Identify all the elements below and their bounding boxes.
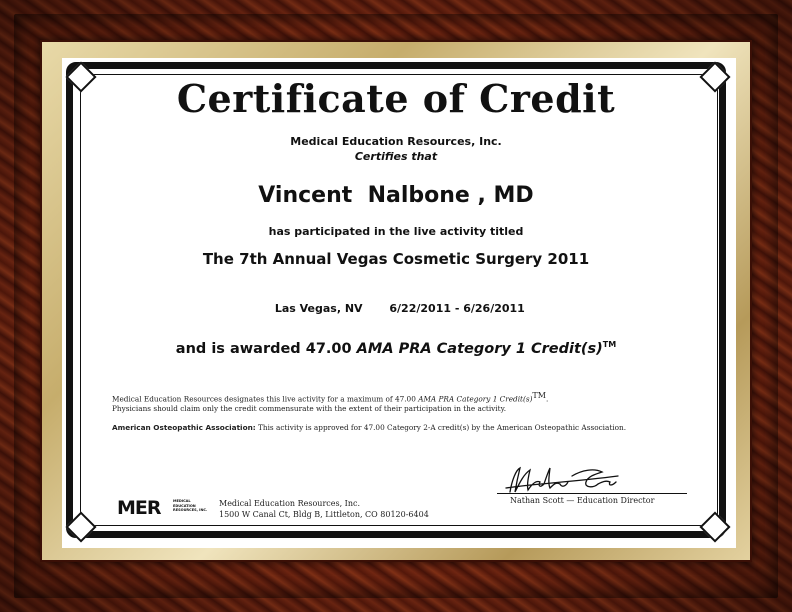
award-prefix: and is awarded 47.00 [175,340,352,357]
recipient-name: Vincent Nalbone , MD [258,183,534,208]
award-statement [0,340,792,357]
trademark-symbol: TM [602,340,617,349]
activity-location: Las Vegas, NV [274,302,363,315]
organization-name: Medical Education Resources, Inc. [290,135,502,148]
location-dates [0,289,792,315]
designation-statement [112,391,712,414]
aoa-text: This activity is approved for 47.00 Category 2-A credit(s) by the American Osteopathic Association. [258,423,627,432]
address-line-2: 1500 W Canal Ct, Bldg B, Littleton, CO 80120-6404 [219,510,429,519]
signature-line [497,493,687,494]
mer-logo-text: MER [117,497,161,519]
aoa-label: American Osteopathic Association: [112,423,256,432]
organization-address [219,498,429,520]
signatory-name: Nathan Scott — Education Director [510,496,655,505]
designation-trademark: TM [532,391,546,400]
certificate-title: Certificate of Credit [176,76,616,121]
certifies-text: Certifies that [354,150,438,163]
designation-suffix: . [545,394,549,404]
address-line-1: Medical Education Resources, Inc. [219,499,361,508]
activity-dates: 6/22/2011 - 6/26/2011 [389,302,525,315]
designation-prefix: Medical Education Resources designates this live activity for a maximum of 47.00 [112,394,416,404]
participation-text: has participated in the live activity titled [268,225,524,238]
designation-category: AMA PRA Category 1 Credit(s) [418,394,533,404]
activity-title: The 7th Annual Vegas Cosmetic Surgery 2011 [202,250,590,268]
mer-logo-subtext: MEDICAL EDUCATION RESOURCES, INC. [173,499,208,512]
mer-logo [117,497,207,519]
aoa-statement [112,423,712,433]
award-category: AMA PRA Category 1 Credit(s) [356,340,603,357]
claim-text: Physicians should claim only the credit commensurate with the extent of their participation in the activity. [112,404,507,414]
